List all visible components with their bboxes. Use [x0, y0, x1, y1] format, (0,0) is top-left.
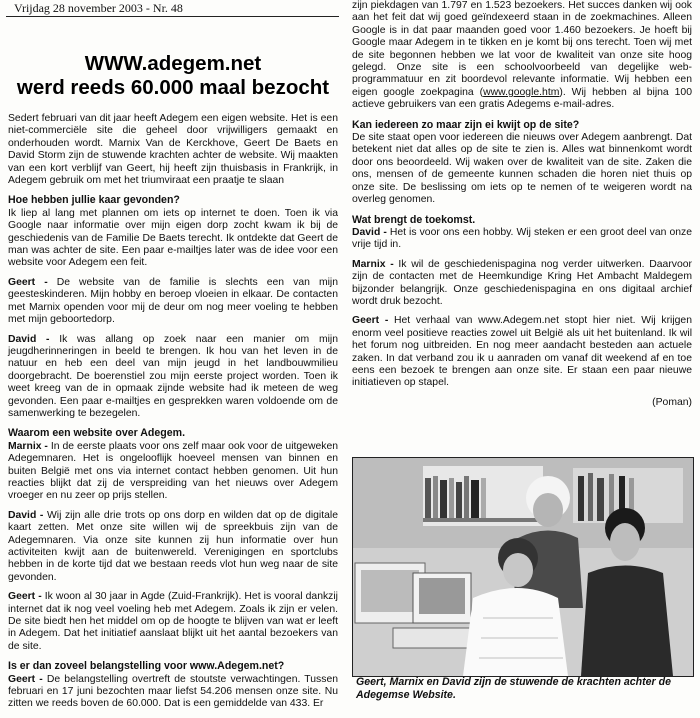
- section-heading: Hoe hebben jullie kaar gevonden?: [8, 194, 180, 207]
- paragraph-text: ). Wij hebben al bijna 100 actieve gebruikers van een gratis Adegems e-mail-adres.: [352, 86, 692, 111]
- speaker-label: David -: [8, 333, 50, 345]
- intro-paragraph: Sedert februari van dit jaar heeft Adegem een eigen website. Het is een niet-commerciële site die geheel door vrijwilligers gemaakt en onderhouden wordt. Marnix Van de Kerckhove, Geert De Baets en David Storm zijn de stuwende krachten achter de website. Wij maakten van een kort verblijf van Geert, hij heeft zijn thuisbasis in Frankrijk, in Adegem gebruik om met het triumviraat een praatje te slaan: [8, 113, 338, 187]
- paragraph: [8, 674, 338, 711]
- paragraph-text: Wij zijn alle drie trots op ons dorp en wilden dat op de digitale kaart zetten. Met onze site willen wij de spreekbuis zijn van de Adegemnaren. Via onze site kunnen zij hun informatie over hun activiteiten kwijt aan de buitenwereld. Verenigingen en sportclubs hebben in de korte tijd dat we bestaan reeds vlot hun weg naar de site gevonden.: [8, 509, 338, 583]
- section-heading: Waarom een website over Adegem.: [8, 427, 186, 440]
- paragraph-text: Ik wil de geschiedenispagina nog verder uitwerken. Daarvoor zijn de contacten met de Heemkundige Kring Het Ambacht Maldegem bijzonder belangrijk. Onze geschiedenispagina en ons digitaal archief wordt druk bezocht.: [352, 258, 693, 307]
- article-column-1: [8, 113, 338, 718]
- paragraph: [8, 441, 338, 503]
- section-heading: Kan iedereen zo maar zijn ei kwijt op de site?: [352, 118, 580, 131]
- speaker-label: Geert -: [8, 591, 42, 603]
- speaker-label: Geert -: [8, 276, 48, 288]
- paragraph: Ik liep al lang met plannen om iets op internet te doen. Toen ik via Google naar informatie over mijn eigen dorp zocht kwam ik bij de geschiedenis van de Familie De Baets terecht. Ik ontdekte dat Geert de man was achter de site. Een paar e-mailtjes later was de idee voor een website voor Adegem een feit.: [8, 207, 338, 269]
- section-heading: Wat brengt de toekomst.: [352, 213, 476, 226]
- speaker-label: Geert -: [352, 315, 389, 327]
- paragraph-text: Ik was allang op zoek naar een manier om mijn jeugdherinneringen in beeld te brengen. Ik hou van het leven in de natuur en heb een deel van mijn jeugd in het landbouwmilieu doorgebracht. De boerenstiel zou mijn eerste project worden. Toen ik weet kreeg van de in opmaak zijnde website had ik meteen de weg gevonden. Een paar e-mailtjes en gesprekken waren voldoende om de samenwerking te bezegelen.: [8, 333, 338, 419]
- headline-line2: werd reeds 60.000 maal bezocht: [16, 76, 330, 99]
- paragraph: [8, 510, 338, 584]
- paragraph: [352, 227, 692, 252]
- paragraph-text: Het is voor ons een hobby. Wij steken er een groot deel van onze vrije tijd in.: [352, 226, 692, 251]
- dateline: Vrijdag 28 november 2003 - Nr. 48: [14, 1, 183, 15]
- paragraph: [352, 0, 692, 112]
- google-search-link[interactable]: www.google.htm: [483, 86, 560, 98]
- paragraph-text: De belangstelling overtreft de stoutste verwachtingen. Tussen februari en 17 juni bezochten maar liefst 54.206 mensen onze site. Nu zitten we reeds boven de 60.000. Dat is een gemiddelde van 433. Er: [8, 673, 338, 710]
- photo-caption: Geert, Marnix en David zijn de stuwende de krachten achter de Adegemse Website.: [356, 676, 671, 701]
- paragraph-text: Ik woon al 30 jaar in Agde (Zuid-Frankrijk). Het is vooral dankzij internet dat ik nog veel voeling heb met Adegem. Zoals ik zijn er velen. De site biedt hen het middel om op de hoogte te blijven van wat er leeft in Adegem. Dat het initiatief aanslaat blijkt uit het aantal bezoekers van de site.: [8, 591, 338, 652]
- paragraph: [352, 259, 692, 309]
- section-heading: Is er dan zoveel belangstelling voor www.Adegem.net?: [8, 660, 285, 673]
- headline: [8, 52, 338, 100]
- speaker-label: David -: [8, 509, 44, 521]
- paragraph-text: Het verhaal van www.Adegem.net stopt hier niet. Wij krijgen enorm veel positieve reacties zowel uit België als uit het buitenland. Ik wil het forum nog uitbreiden. En nog meer aandacht besteden aan actuele zaken. In dat verband zou ik u aanraden om vanaf dit weekend af en toe eens een bezoek te brengen aan onze site. Er staan een paar nieuwe initiatieven op stapel.: [352, 315, 692, 389]
- paragraph: [8, 591, 338, 653]
- headline-line1: WWW.adegem.net: [84, 52, 262, 75]
- paragraph-text: zijn piekdagen van 1.797 en 1.523 bezoekers. Het succes danken wij ook aan het feit dat wij goed geïndexeerd staan in de zoekmachines. Alleen Google is in dat paar maanden goed voor 1.460 bezoekers. Je hoeft bij Google maar Adegem in te tikken en je komt bij ons terecht. Toen wij met de site begonnen hebben we lat voor de kwaliteit van onze site hoog gelegd. Onze site is een schoolvoorbeeld van degelijke web-programmatuur en zit boordevol relevante informatie. Wij hebben een eigen google zoekpagina (: [352, 0, 692, 98]
- paragraph: [352, 315, 692, 389]
- speaker-label: Marnix -: [352, 258, 394, 270]
- photo-illustration: [353, 458, 693, 676]
- header-rule: [6, 16, 339, 17]
- paragraph: De site staat open voor iedereen die nieuws over Adegem aanbrengt. Dat betekent niet dat alles op de site te zien is. Alles wat binnenkomt wordt door ons beoordeeld. Wij waken over de kwaliteit van de site. Zaken die ons, mensen of de gemeente kunnen schaden die horen niet thuis op onze site. De beslissing om iets op te nemen of te weigeren wordt na overleg genomen.: [352, 132, 692, 206]
- paragraph: [8, 334, 338, 421]
- group-photo: [352, 457, 694, 677]
- speaker-label: David -: [352, 226, 387, 238]
- paragraph-text: In de eerste plaats voor ons zelf maar ook voor de uitgeweken Adegemnaren. Het is ongelooflijk hoeveel mensen van binnen en buiten België met ons via internet contact hebben genomen. Uit hun reacties blijkt dat zij de verspreiding van het nieuws over Adegem vroeger en nu zeer op prijs stellen.: [8, 440, 338, 502]
- paragraph-text: De website van de familie is slechts een van mijn geesteskinderen. Mijn hobby en beroep vloeien in elkaar. De contacten met Marnix openden voor mij de deur om nog meer voeling te hebben met mijn geboortedorp.: [8, 276, 338, 326]
- speaker-label: Marnix -: [8, 440, 48, 452]
- article-column-2: [352, 0, 692, 415]
- byline: (Poman): [652, 396, 692, 408]
- speaker-label: Geert -: [8, 673, 43, 685]
- paragraph: [8, 277, 338, 327]
